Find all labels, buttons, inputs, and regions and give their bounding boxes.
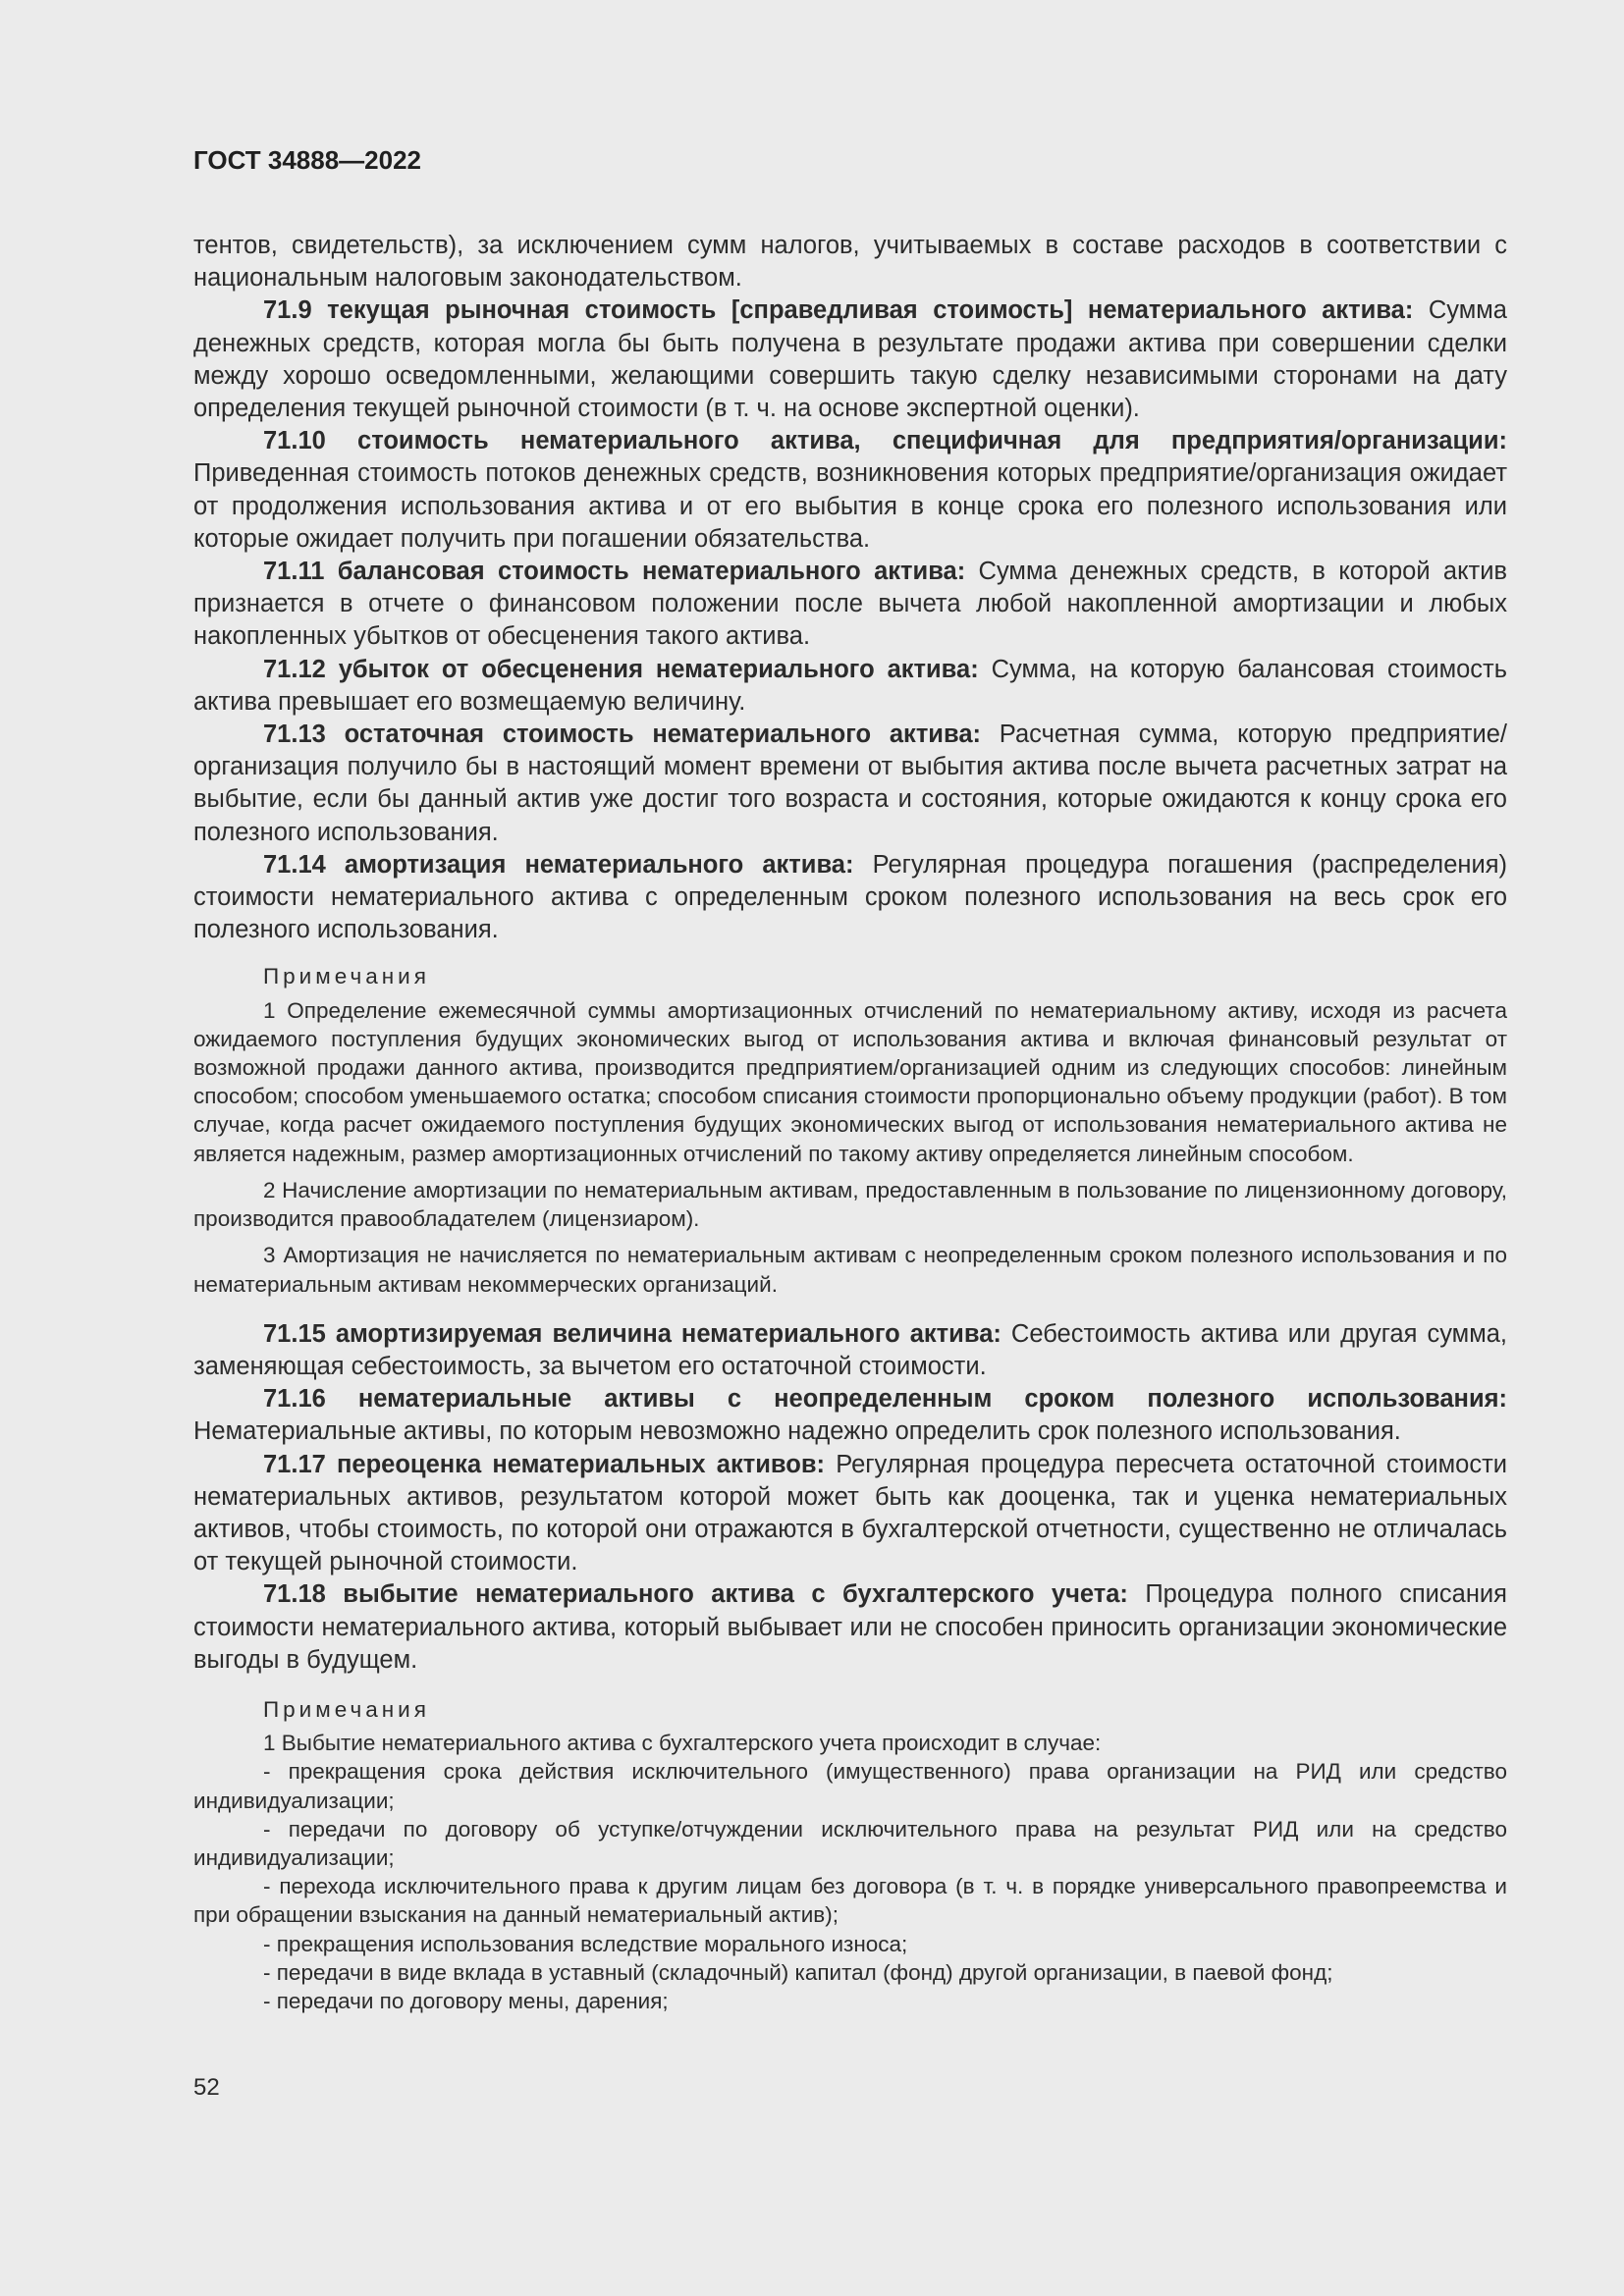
term-71-12: 71.12 убыток от обесценения нематериального актива: (263, 655, 979, 683)
notes-block-2 (193, 1695, 1507, 2015)
definition-71-15 (193, 1318, 1507, 1383)
note-1: 1 Определение ежемесячной суммы амортизационных отчислений по нематериальному активу, исходя из расчета ожидаемого поступления будущих экономических выгод от использования актива и включая финансовый результат от возможной продажи данного актива, производится предприятием/организацией одним из следующих способов: линейным способом; способом уменьшаемого остатка; способом списания стоимости пропорционально объему продукции (работ). В том случае, когда расчет ожидаемого поступления будущих экономических выгод от использования нематериального актива не является надежным, размер амортизационных отчислений по такому активу определяется линейным способом. (193, 997, 1507, 1166)
term-71-17: 71.17 переоценка нематериальных активов: (263, 1450, 825, 1478)
term-71-18: 71.18 выбытие нематериального актива с бухгалтерского учета: (263, 1580, 1128, 1609)
list-item: - передачи по договору об уступке/отчуждении исключительного права на результат РИД или на средство индивидуализации; (193, 1816, 1507, 1870)
definition-71-11 (193, 556, 1507, 654)
definition-text-71-14: Регулярная процедура погашения (распределения) стоимости нематериального актива с определенным сроком полезного использования на весь срок его полезного использования. (193, 850, 1507, 944)
definition-71-10 (193, 425, 1507, 556)
note-2: 2 Начисление амортизации по нематериальным активам, предоставленным в пользование по лицензионному договору, производится правообладателем (лицензиаром). (193, 1177, 1507, 1232)
definition-71-12 (193, 654, 1507, 719)
definition-71-18 (193, 1578, 1507, 1677)
definition-text-71-12: Сумма, на которую балансовая стоимость актива превышает его возмещаемую величину. (193, 655, 1507, 716)
definition-text-71-13: Расчетная сумма, которую предприятие/организация получило бы в настоящий момент времени от выбытия актива после вычета расчетных затрат на выбытие, если бы данный актив уже достиг того возраста и состояния, которые ожидаются к концу срока его полезного использования. (193, 721, 1507, 846)
term-71-9: 71.9 текущая рыночная стоимость [справедливая стоимость] нематериального актива: (263, 296, 1414, 325)
definition-text-71-18: Процедура полного списания стоимости нематериального актива, который выбывает или не способен приносить организации экономические выгоды в будущем. (193, 1580, 1507, 1674)
main-text (193, 230, 1507, 946)
definition-71-17 (193, 1449, 1507, 1579)
document-header: ГОСТ 34888—2022 (193, 145, 421, 175)
definition-text-71-17: Регулярная процедура пересчета остаточной стоимости нематериальных активов, результатом которой может быть как дооценка, так и уценка нематериальных активов, чтобы стоимость, по которой они отражаются в бухгалтерской отчетности, существенно не отличалась от текущей рыночной стоимости. (193, 1450, 1507, 1576)
list-item: - передачи по договору мены, дарения; (263, 1988, 669, 2013)
page-number: 52 (193, 2074, 220, 2101)
term-71-11: 71.11 балансовая стоимость нематериального актива: (263, 558, 966, 586)
definition-text-71-11: Сумма денежных средств, в которой актив признается в отчете о финансовом положении после вычета любой накопленной амортизации и любых накопленных убытков от обесценения такого актива. (193, 558, 1507, 651)
definition-71-9 (193, 294, 1507, 425)
list-item: - прекращения срока действия исключительного (имущественного) права организации на РИД или средство индивидуализации; (193, 1759, 1507, 1813)
document-page (193, 145, 1507, 2015)
list-item: - прекращения использования вследствие морального износа; (263, 1931, 908, 1956)
term-71-15: 71.15 амортизируемая величина нематериального актива: (263, 1319, 1001, 1348)
term-71-16: 71.16 нематериальные активы с неопределенным сроком полезного использования: (263, 1385, 1507, 1414)
list-item: - передачи в виде вклада в уставный (складочный) капитал (фонд) другой организации, в паевой фонд; (263, 1959, 1333, 1985)
list-item: - перехода исключительного права к другим лицам без договора (в т. ч. в порядке универсального правопреемства и при обращении взыскания на данный нематериальный актив); (193, 1874, 1507, 1928)
definition-text-71-10: Приведенная стоимость потоков денежных средств, возникновения которых предприятие/организация ожидает от продолжения использования актива и от его выбытия в конце срока его полезного использования или которые ожидает получить при погашении обязательства. (193, 459, 1507, 553)
definition-71-14 (193, 849, 1507, 947)
definition-71-13 (193, 719, 1507, 849)
term-71-14: 71.14 амортизация нематериального актива: (263, 850, 854, 879)
main-text-continued (193, 1318, 1507, 1677)
note-1: 1 Выбытие нематериального актива с бухгалтерского учета происходит в случае: (263, 1731, 1102, 1756)
notes-title: Примечания (263, 1696, 430, 1722)
definition-text-71-16: Нематериальные активы, по которым невозможно надежно определить срок полезного использования. (193, 1417, 1401, 1446)
definition-71-16 (193, 1383, 1507, 1448)
paragraph-continuation: тентов, свидетельств), за исключением сумм налогов, учитываемых в составе расходов в соответствии с национальным налоговым законодательством. (193, 232, 1507, 293)
note-3: 3 Амортизация не начисляется по нематериальным активам с неопределенным сроком полезного использования и по нематериальным активам некоммерческих организаций. (193, 1243, 1507, 1297)
term-71-13: 71.13 остаточная стоимость нематериального актива: (263, 721, 981, 749)
term-71-10: 71.10 стоимость нематериального актива, специфичная для предприятия/организации: (263, 427, 1507, 455)
notes-block-1 (193, 962, 1507, 1298)
definition-text-71-15: Себестоимость актива или другая сумма, заменяющая себестоимость, за вычетом его остаточной стоимости. (193, 1319, 1508, 1380)
definition-text-71-9: Сумма денежных средств, которая могла бы быть получена в результате продажи актива при совершении сделки между хорошо осведомленными, желающими совершить такую сделку независимыми сторонами на дату определения текущей рыночной стоимости (в т. ч. на основе экспертной оценки). (193, 296, 1507, 423)
notes-title: Примечания (263, 964, 430, 989)
